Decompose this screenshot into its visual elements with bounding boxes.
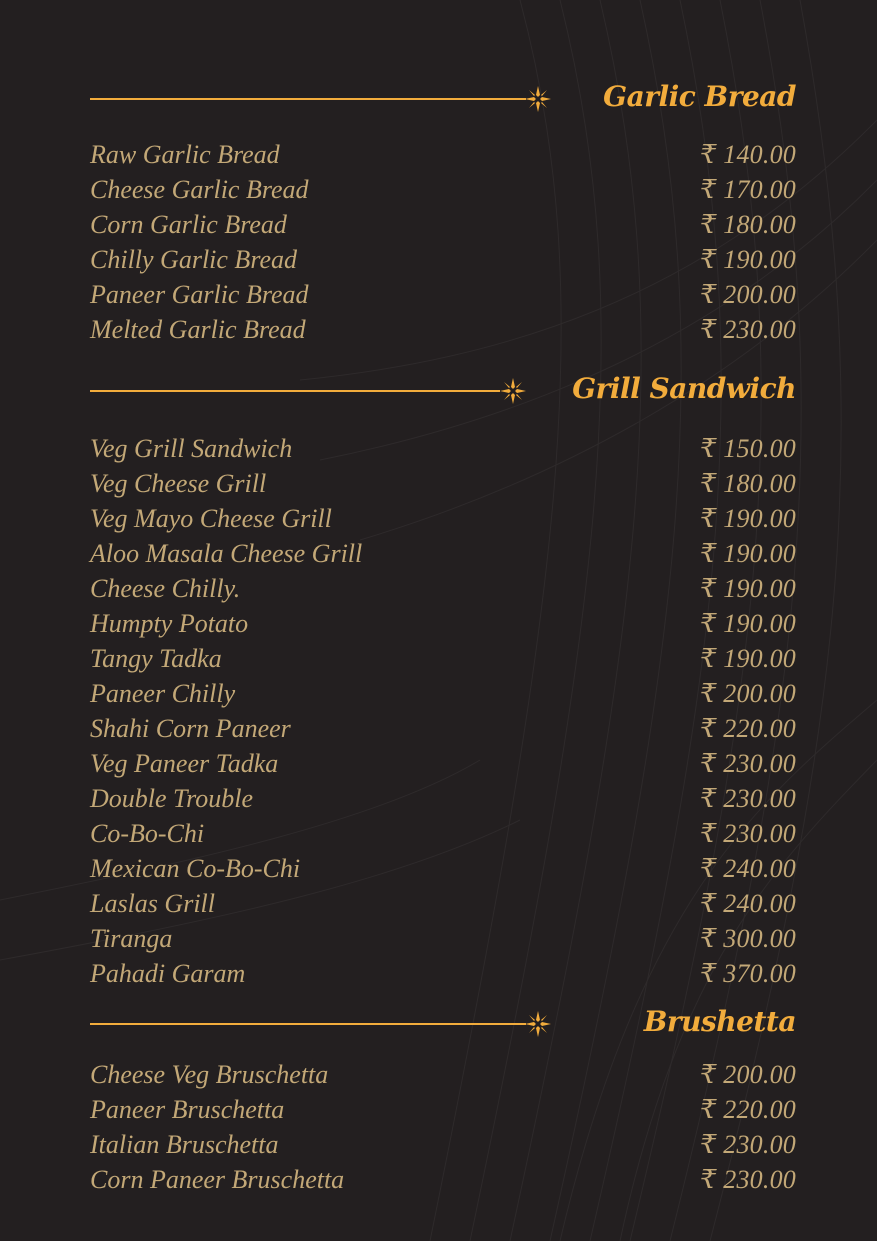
item-price: ₹ 170.00: [699, 175, 796, 204]
item-price: ₹ 190.00: [699, 609, 796, 638]
section-title: Brushetta: [643, 1005, 796, 1038]
item-name: Veg Cheese Grill: [90, 469, 267, 498]
item-name: Cheese Garlic Bread: [90, 175, 309, 204]
menu-item: [90, 172, 796, 207]
item-price: ₹ 230.00: [699, 819, 796, 848]
star-ornament-icon: [523, 1009, 553, 1039]
star-ornament-icon: [523, 84, 553, 114]
divider-line: [90, 390, 500, 392]
item-name: Cheese Veg Bruschetta: [90, 1060, 329, 1089]
section-header: [90, 1005, 796, 1045]
item-name: Mexican Co-Bo-Chi: [90, 854, 301, 883]
item-price: ₹ 200.00: [699, 280, 796, 309]
item-price: ₹ 200.00: [699, 679, 796, 708]
menu-item: [90, 816, 796, 851]
section-title: Grill Sandwich: [572, 372, 796, 405]
item-price: ₹ 220.00: [699, 1095, 796, 1124]
item-name: Tangy Tadka: [90, 644, 222, 673]
item-name: Corn Paneer Bruschetta: [90, 1165, 345, 1194]
item-price: ₹ 230.00: [699, 315, 796, 344]
menu-item: [90, 207, 796, 242]
menu-item: [90, 1127, 796, 1162]
item-price: ₹ 240.00: [699, 889, 796, 918]
item-price: ₹ 200.00: [699, 1060, 796, 1089]
item-name: Humpty Potato: [90, 609, 249, 638]
item-name: Paneer Bruschetta: [90, 1095, 285, 1124]
item-name: Tiranga: [90, 924, 173, 953]
menu-item: [90, 137, 796, 172]
section-grill-sandwich: [90, 372, 796, 991]
item-price: ₹ 300.00: [699, 924, 796, 953]
item-name: Paneer Chilly: [90, 679, 236, 708]
item-name: Veg Grill Sandwich: [90, 434, 293, 463]
item-price: ₹ 230.00: [699, 784, 796, 813]
menu-item: [90, 242, 796, 277]
item-name: Cheese Chilly.: [90, 574, 241, 603]
item-price: ₹ 230.00: [699, 749, 796, 778]
menu-item: [90, 466, 796, 501]
item-price: ₹ 190.00: [699, 574, 796, 603]
section-header: [90, 80, 796, 120]
item-price: ₹ 240.00: [699, 854, 796, 883]
item-name: Chilly Garlic Bread: [90, 245, 298, 274]
menu-item: [90, 312, 796, 347]
menu-item: [90, 641, 796, 676]
item-price: ₹ 180.00: [699, 469, 796, 498]
item-price: ₹ 190.00: [699, 245, 796, 274]
menu-item: [90, 1162, 796, 1197]
star-ornament-icon: [498, 376, 528, 406]
item-name: Corn Garlic Bread: [90, 210, 287, 239]
menu-item: [90, 1092, 796, 1127]
item-price: ₹ 190.00: [699, 644, 796, 673]
item-price: ₹ 230.00: [699, 1130, 796, 1159]
menu-item: [90, 501, 796, 536]
item-name: Shahi Corn Paneer: [90, 714, 291, 743]
divider-line: [90, 98, 526, 100]
item-name: Italian Bruschetta: [90, 1130, 279, 1159]
item-price: ₹ 190.00: [699, 539, 796, 568]
menu-item: [90, 606, 796, 641]
menu-item: [90, 676, 796, 711]
menu-item: [90, 921, 796, 956]
item-name: Melted Garlic Bread: [90, 315, 306, 344]
item-name: Veg Mayo Cheese Grill: [90, 504, 332, 533]
menu-item: [90, 711, 796, 746]
item-price: ₹ 190.00: [699, 504, 796, 533]
section-brushetta: [90, 1005, 796, 1197]
menu-item: [90, 886, 796, 921]
menu-item: [90, 1057, 796, 1092]
menu-item: [90, 277, 796, 312]
item-price: ₹ 230.00: [699, 1165, 796, 1194]
item-name: Co-Bo-Chi: [90, 819, 205, 848]
item-price: ₹ 370.00: [699, 959, 796, 988]
item-name: Aloo Masala Cheese Grill: [90, 539, 363, 568]
menu-list: [90, 431, 796, 991]
menu-item: [90, 956, 796, 991]
menu-list: [90, 137, 796, 347]
item-name: Raw Garlic Bread: [90, 140, 280, 169]
section-garlic-bread: [90, 80, 796, 347]
section-title: Garlic Bread: [603, 80, 796, 113]
menu-item: [90, 746, 796, 781]
item-price: ₹ 150.00: [699, 434, 796, 463]
item-name: Veg Paneer Tadka: [90, 749, 279, 778]
menu-item: [90, 851, 796, 886]
item-name: Double Trouble: [90, 784, 253, 813]
item-name: Laslas Grill: [90, 889, 215, 918]
menu-item: [90, 536, 796, 571]
menu-item: [90, 571, 796, 606]
item-price: ₹ 180.00: [699, 210, 796, 239]
item-price: ₹ 220.00: [699, 714, 796, 743]
item-name: Paneer Garlic Bread: [90, 280, 309, 309]
divider-line: [90, 1023, 526, 1025]
item-price: ₹ 140.00: [699, 140, 796, 169]
item-name: Pahadi Garam: [90, 959, 246, 988]
menu-list: [90, 1057, 796, 1197]
menu-item: [90, 431, 796, 466]
section-header: [90, 372, 796, 412]
menu-item: [90, 781, 796, 816]
